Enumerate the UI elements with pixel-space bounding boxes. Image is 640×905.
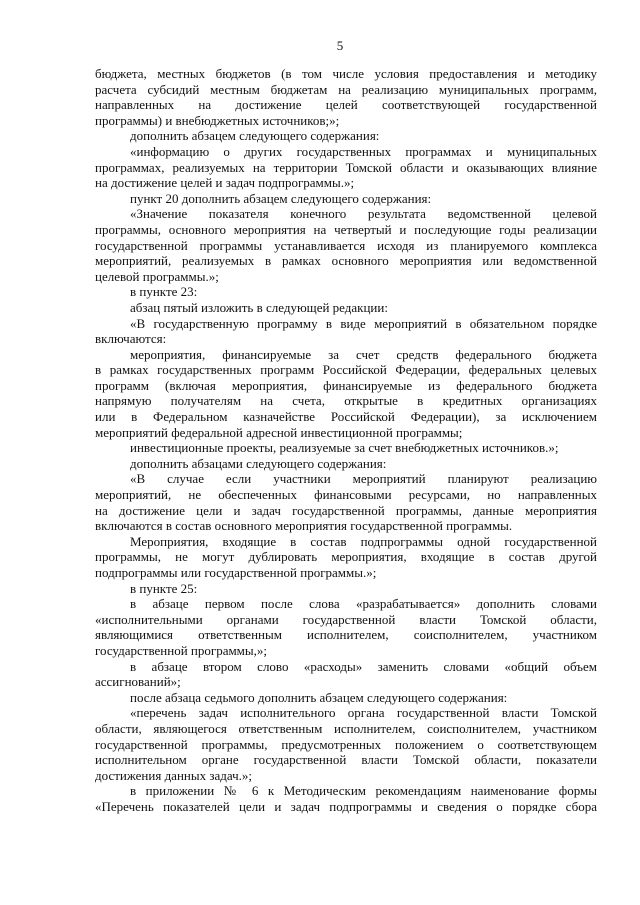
text-line: программах, реализуемых на территории Томской области и оказывающих влияние [95, 159, 597, 175]
text-line: расчета субсидий местным бюджетам на реализацию муниципальных программ, [95, 81, 597, 97]
text-line: программ (включая мероприятия, финансируемые из федерального бюджета [95, 377, 597, 393]
text-line: государственной программы, предусмотренных положением о соответствующем [95, 736, 597, 752]
text-line: государственной программы устанавливается исходя из планируемого комплекса [95, 237, 597, 253]
text-line: напрямую получателям на счета, открытые в кредитных организациях [95, 393, 597, 409]
text-line: мероприятий, не обеспеченных финансовыми ресурсами, но направленных [95, 487, 597, 503]
text-line: целевой программы.»; [95, 268, 219, 284]
text-line: дополнить абзацами следующего содержания: [130, 455, 387, 471]
text-line: бюджета, местных бюджетов (в том числе условия предоставления и методику [95, 66, 597, 81]
text-line: в абзаце втором слово «расходы» заменить словами «общий объем [130, 658, 597, 674]
text-line: достижения данных задач.»; [95, 767, 253, 783]
text-line: подпрограммы или государственной программы.»; [95, 565, 377, 580]
text-line: пункт 20 дополнить абзацем следующего содержания: [130, 190, 432, 206]
text-line: Мероприятия, входящие в состав подпрограммы одной государственной [130, 533, 597, 549]
text-line: программы) и внебюджетных источников;»; [95, 112, 340, 128]
text-line: «перечень задач исполнительного органа государственной власти Томской [130, 705, 597, 721]
text-line: государственной программы,»; [95, 642, 268, 658]
text-line: «Перечень показателей цели и задач подпрограммы и сведения о порядке сбора [95, 798, 597, 814]
text-line: «Значение показателя конечного результата ведомственной целевой [130, 206, 597, 222]
text-line: дополнить абзацем следующего содержания: [130, 128, 380, 144]
document-body [95, 66, 597, 815]
text-line: на достижение целей и задач подпрограммы.»; [95, 175, 355, 191]
text-line: мероприятий, реализуемых в рамках основного мероприятия или ведомственной [95, 253, 597, 269]
text-line: ассигнований»; [95, 674, 181, 690]
text-line: исполнительном органе государственной власти Томской области, показатели [95, 752, 597, 768]
text-line: в пункте 25: [130, 580, 198, 596]
page-number: 5 [336, 38, 344, 53]
text-line: программы, не могут дублировать мероприятия, входящие в состав другой [95, 549, 597, 565]
text-line: в приложении № 6 к Методическим рекомендациям наименование формы [130, 783, 597, 799]
text-line: направленных на достижение целей соответствующей государственной [95, 97, 597, 113]
text-line: или в Федеральном казначействе Российской Федерации), за исключением [95, 409, 597, 425]
text-line: «исполнительными органами государственной власти Томской области, [95, 611, 597, 627]
text-line: «информацию о других государственных программах и муниципальных [130, 143, 597, 159]
text-line: на достижение цели и задач государственной программы, данные мероприятия [95, 502, 597, 518]
text-line: в пункте 23: [130, 284, 198, 300]
text-line: мероприятия, финансируемые за счет средств федерального бюджета [130, 346, 597, 362]
text-line: «В случае если участники мероприятий планируют реализацию [130, 471, 597, 487]
text-line: после абзаца седьмого дополнить абзацем следующего содержания: [130, 689, 508, 705]
text-line: мероприятий федеральной адресной инвестиционной программы; [95, 424, 463, 440]
text-line: «В государственную программу в виде мероприятий в обязательном порядке [130, 315, 597, 331]
text-line: абзац пятый изложить в следующей редакции: [130, 299, 388, 315]
text-line: включаются в состав основного мероприятия государственной программы. [95, 518, 513, 534]
text-line: являющимися ответственным исполнителем, соисполнителем, участником [95, 627, 597, 643]
text-line: области, являющегося ответственным исполнителем, соисполнителем, участником [95, 720, 597, 736]
text-line: программы, основного мероприятия на четвертый и последующие годы реализации [95, 221, 597, 237]
text-line: в абзаце первом после слова «разрабатывается» дополнить словами [130, 596, 597, 612]
text-line: в рамках государственных программ Российской Федерации, федеральных целевых [95, 362, 597, 378]
text-line: включаются: [95, 331, 167, 347]
text-line: инвестиционные проекты, реализуемые за счет внебюджетных источников.»; [130, 440, 559, 456]
